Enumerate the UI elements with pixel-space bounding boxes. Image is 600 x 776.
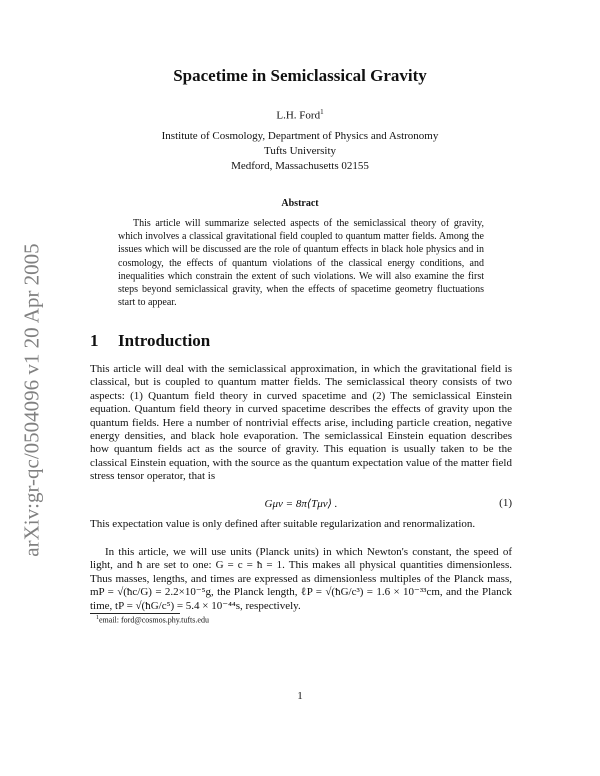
arxiv-identifier: arXiv:gr-qc/0504096 v1 20 Apr 2005: [19, 243, 44, 557]
abstract-heading: Abstract: [281, 198, 319, 209]
footnote-mark: 1: [96, 615, 99, 621]
author-line: [0, 108, 600, 122]
equation-expression: Gμν = 8π⟨Tμν⟩ .: [264, 498, 338, 510]
affiliation: [0, 129, 600, 174]
abstract-text: This article will summarize selected aspects of the semiclassical theory of gravity, which involves a classical gravitational field coupled to quantum matter fields. Among the issues which will be discussed are the role of quantum effects in black hole physics and in cosmology, the effects of quantum violations of the classical energy conditions, and inequalities which constrain the extent of such violations. We will also examine the first steps beyond semiclassical gravity, when the effects of spacetime geometry fluctuations start to appear.: [118, 218, 484, 309]
section-title: Introduction: [118, 331, 211, 350]
footnote-rule: [90, 613, 180, 614]
body-paragraph-1: This article will deal with the semiclassical approximation, in which the gravitational field is classical, but is coupled to quantum matter fields. The semiclassical theory consists of two aspects: (1) Quantum field theory in curved spacetime and (2) The semiclassical Einstein equation. Quantum field theory in curved spacetime describes the effects of gravity upon the quantum fields. Here a number of nontrivial effects arise, including particle creation, negative energy densities, and black hole evaporation. The semiclassical Einstein equation describes how quantum fields act as the source of gravity. This equation is usually taken to be the classical Einstein equation, with the source as the quantum expectation value of the matter field stress tensor operator, that is: [90, 363, 512, 483]
page-number: 1: [297, 690, 303, 702]
author-footnote-mark: 1: [320, 108, 324, 116]
footnote-text: email: ford@cosmos.phy.tufts.edu: [99, 615, 209, 625]
equation-1: [90, 497, 512, 511]
equation-number: (1): [499, 497, 512, 509]
section-number: 1: [90, 331, 99, 350]
paper-title: Spacetime in Semiclassical Gravity: [173, 66, 427, 85]
affiliation-line-3: Medford, Massachusetts 02155: [231, 160, 369, 172]
body-paragraph-2: This expectation value is only defined after suitable regularization and renormalization.: [90, 518, 476, 530]
footnote: [96, 615, 209, 625]
body-paragraph-3: In this article, we will use units (Planck units) in which Newton's constant, the speed of light, and ħ are set to one: G = c = ħ = 1. This makes all physical quantities dimensionless. Thus masses, lengths, and times are expressed as dimensionless multiples of the Planck mass, mP = √(ħc/G) = 2.2×10⁻⁵g, the Planck length, ℓP = √(ħG/c³) = 1.6 × 10⁻³³cm, and the Planck time, tP = √(ħG/c⁵) = 5.4 × 10⁻⁴⁴s, respectively.: [90, 546, 512, 612]
author-name: L.H. Ford: [276, 109, 321, 122]
section-heading: [90, 331, 210, 351]
affiliation-line-1: Institute of Cosmology, Department of Physics and Astronomy: [161, 130, 439, 142]
arxiv-sidebar-stamp: [10, 195, 54, 605]
affiliation-line-2: Tufts University: [263, 145, 337, 157]
